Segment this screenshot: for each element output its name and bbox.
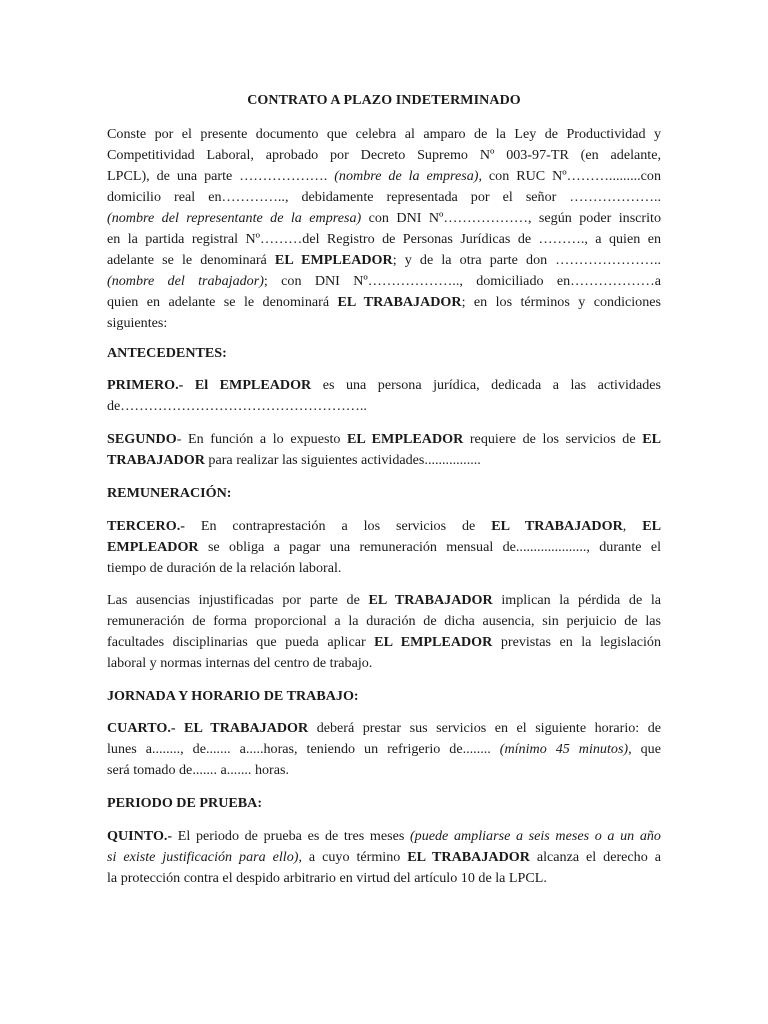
ausencias-line-2: remuneración de forma proporcional a la duración de dicha ausencia, sin perjuicio de las bbox=[107, 613, 661, 629]
term-empleador: EL EMPLEADOR bbox=[274, 252, 393, 268]
term-trabajador: EL TRABAJADOR bbox=[407, 849, 530, 865]
term-empleador: EL EMPLEADOR bbox=[347, 431, 464, 447]
ausencias-line-3 bbox=[107, 632, 661, 653]
intro-line-5 bbox=[107, 208, 661, 229]
intro-line-8 bbox=[107, 271, 661, 292]
intro-line-4: domicilio real en………….., debidamente representada por el señor ……………….. bbox=[107, 189, 661, 205]
clause-cuarto-label: CUARTO.- EL TRABAJADOR bbox=[107, 720, 309, 736]
clause-text: deberá prestar sus servicios en el siguiente horario: de bbox=[308, 720, 661, 736]
intro-line-6: en la partida registral Nº………del Registro de Personas Jurídicas de ………., a quien en bbox=[107, 231, 661, 247]
paragraph-ausencias bbox=[107, 590, 661, 674]
intro-line-10: siguientes: bbox=[107, 315, 168, 331]
clause-text: En contraprestación a los servicios de bbox=[184, 518, 492, 534]
intro-line-7 bbox=[107, 250, 661, 271]
clause-segundo-line-2 bbox=[107, 450, 661, 471]
clause-text: - En función a lo expuesto bbox=[176, 431, 348, 447]
clause-text: alcanza el derecho a bbox=[529, 849, 661, 865]
clause-cuarto bbox=[107, 718, 661, 781]
term-trabajador: TRABAJADOR bbox=[107, 452, 205, 468]
clause-text: , que bbox=[628, 741, 661, 757]
placeholder-representative-name: (nombre del representante de la empresa) bbox=[107, 210, 362, 226]
heading-jornada: JORNADA Y HORARIO DE TRABAJO: bbox=[107, 688, 359, 704]
clause-text: Las ausencias injustificadas por parte de bbox=[107, 592, 369, 608]
placeholder-worker-name: (nombre del trabajador) bbox=[107, 273, 264, 289]
note-minimo: (mínimo 45 minutos) bbox=[499, 741, 629, 757]
intro-line-9 bbox=[107, 292, 661, 313]
clause-tercero-label: TERCERO.- bbox=[107, 518, 185, 534]
intro-paragraph bbox=[107, 124, 661, 334]
clause-tercero-line-1 bbox=[107, 516, 661, 537]
intro-text: con DNI Nº………………, según poder inscrito bbox=[361, 210, 661, 226]
clause-segundo-line-1 bbox=[107, 429, 661, 450]
clause-tercero bbox=[107, 516, 661, 579]
intro-line-3 bbox=[107, 166, 661, 187]
document-title: CONTRATO A PLAZO INDETERMINADO bbox=[247, 93, 521, 108]
heading-periodo-prueba: PERIODO DE PRUEBA: bbox=[107, 795, 263, 811]
clause-text: , a cuyo término bbox=[298, 849, 408, 865]
ausencias-line-4: laboral y normas internas del centro de trabajo. bbox=[107, 655, 373, 671]
intro-text: ; en los términos y condiciones bbox=[461, 294, 661, 310]
intro-text: , con RUC Nº……….........con bbox=[478, 168, 661, 184]
clause-tercero-line-2 bbox=[107, 537, 661, 558]
intro-text: ; y de la otra parte don ………………….. bbox=[392, 252, 661, 268]
intro-text: LPCL), de una parte ………………. bbox=[107, 168, 335, 184]
heading-antecedentes: ANTECEDENTES: bbox=[107, 345, 227, 361]
term-trabajador: EL TRABAJADOR bbox=[368, 592, 493, 608]
clause-primero-label: PRIMERO.- El EMPLEADOR bbox=[107, 377, 312, 393]
clause-quinto-line-2 bbox=[107, 847, 661, 868]
clause-text: requiere de los servicios de bbox=[463, 431, 643, 447]
clause-segundo-label: SEGUNDO bbox=[107, 431, 177, 447]
term-el: EL bbox=[642, 518, 661, 534]
intro-text: adelante se le denominará bbox=[107, 252, 275, 268]
clause-cuarto-line-2 bbox=[107, 739, 661, 760]
placeholder-company-name: (nombre de la empresa) bbox=[334, 168, 479, 184]
clause-text: se obliga a pagar una remuneración mensual de...................., durante el bbox=[198, 539, 661, 555]
intro-text: ; con DNI Nº……………….., domiciliado en………………a bbox=[263, 273, 661, 289]
term-empleador: EL EMPLEADOR bbox=[374, 634, 493, 650]
clause-text: , bbox=[622, 518, 643, 534]
heading-remuneracion: REMUNERACIÓN: bbox=[107, 485, 232, 501]
clause-cuarto-line-1 bbox=[107, 718, 661, 739]
clause-text: previstas en la legislación bbox=[492, 634, 661, 650]
clause-segundo bbox=[107, 429, 661, 471]
intro-text: quien en adelante se le denominará bbox=[107, 294, 338, 310]
intro-line-1: Conste por el presente documento que celebra al amparo de la Ley de Productividad y bbox=[107, 126, 661, 142]
clause-quinto-label: QUINTO.- bbox=[107, 828, 173, 844]
term-trabajador: EL TRABAJADOR bbox=[337, 294, 462, 310]
clause-cuarto-line-3: será tomado de....... a....... horas. bbox=[107, 762, 289, 778]
ausencias-line-1 bbox=[107, 590, 661, 611]
term-trabajador: EL TRABAJADOR bbox=[491, 518, 623, 534]
clause-primero-line-1 bbox=[107, 375, 661, 396]
intro-line-2: Competitividad Laboral, aprobado por Decreto Supremo Nº 003-97-TR (en adelante, bbox=[107, 147, 661, 163]
clause-primero-line-2: de…………………………………………….. bbox=[107, 398, 367, 414]
clause-primero bbox=[107, 375, 661, 417]
clause-text: lunes a........, de....... a.....horas, teniendo un refrigerio de........ bbox=[107, 741, 500, 757]
clause-text: es una persona jurídica, dedicada a las actividades bbox=[311, 377, 661, 393]
clause-text: facultades disciplinarias que pueda aplicar bbox=[107, 634, 375, 650]
term-empleador: EMPLEADOR bbox=[107, 539, 199, 555]
clause-tercero-line-3: tiempo de duración de la relación laboral. bbox=[107, 560, 342, 576]
term-el: EL bbox=[642, 431, 661, 447]
clause-quinto-line-3: la protección contra el despido arbitrario en virtud del artículo 10 de la LPCL. bbox=[107, 870, 547, 886]
clause-text: El periodo de prueba es de tres meses bbox=[172, 828, 410, 844]
clause-quinto bbox=[107, 826, 661, 889]
clause-text: implican la pérdida de la bbox=[492, 592, 661, 608]
clause-text: para realizar las siguientes actividades................ bbox=[204, 452, 481, 468]
clause-quinto-line-1 bbox=[107, 826, 661, 847]
note-ampliacion: (puede ampliarse a seis meses o a un año bbox=[409, 828, 661, 844]
note-justificacion: si existe justificación para ello) bbox=[107, 849, 299, 865]
